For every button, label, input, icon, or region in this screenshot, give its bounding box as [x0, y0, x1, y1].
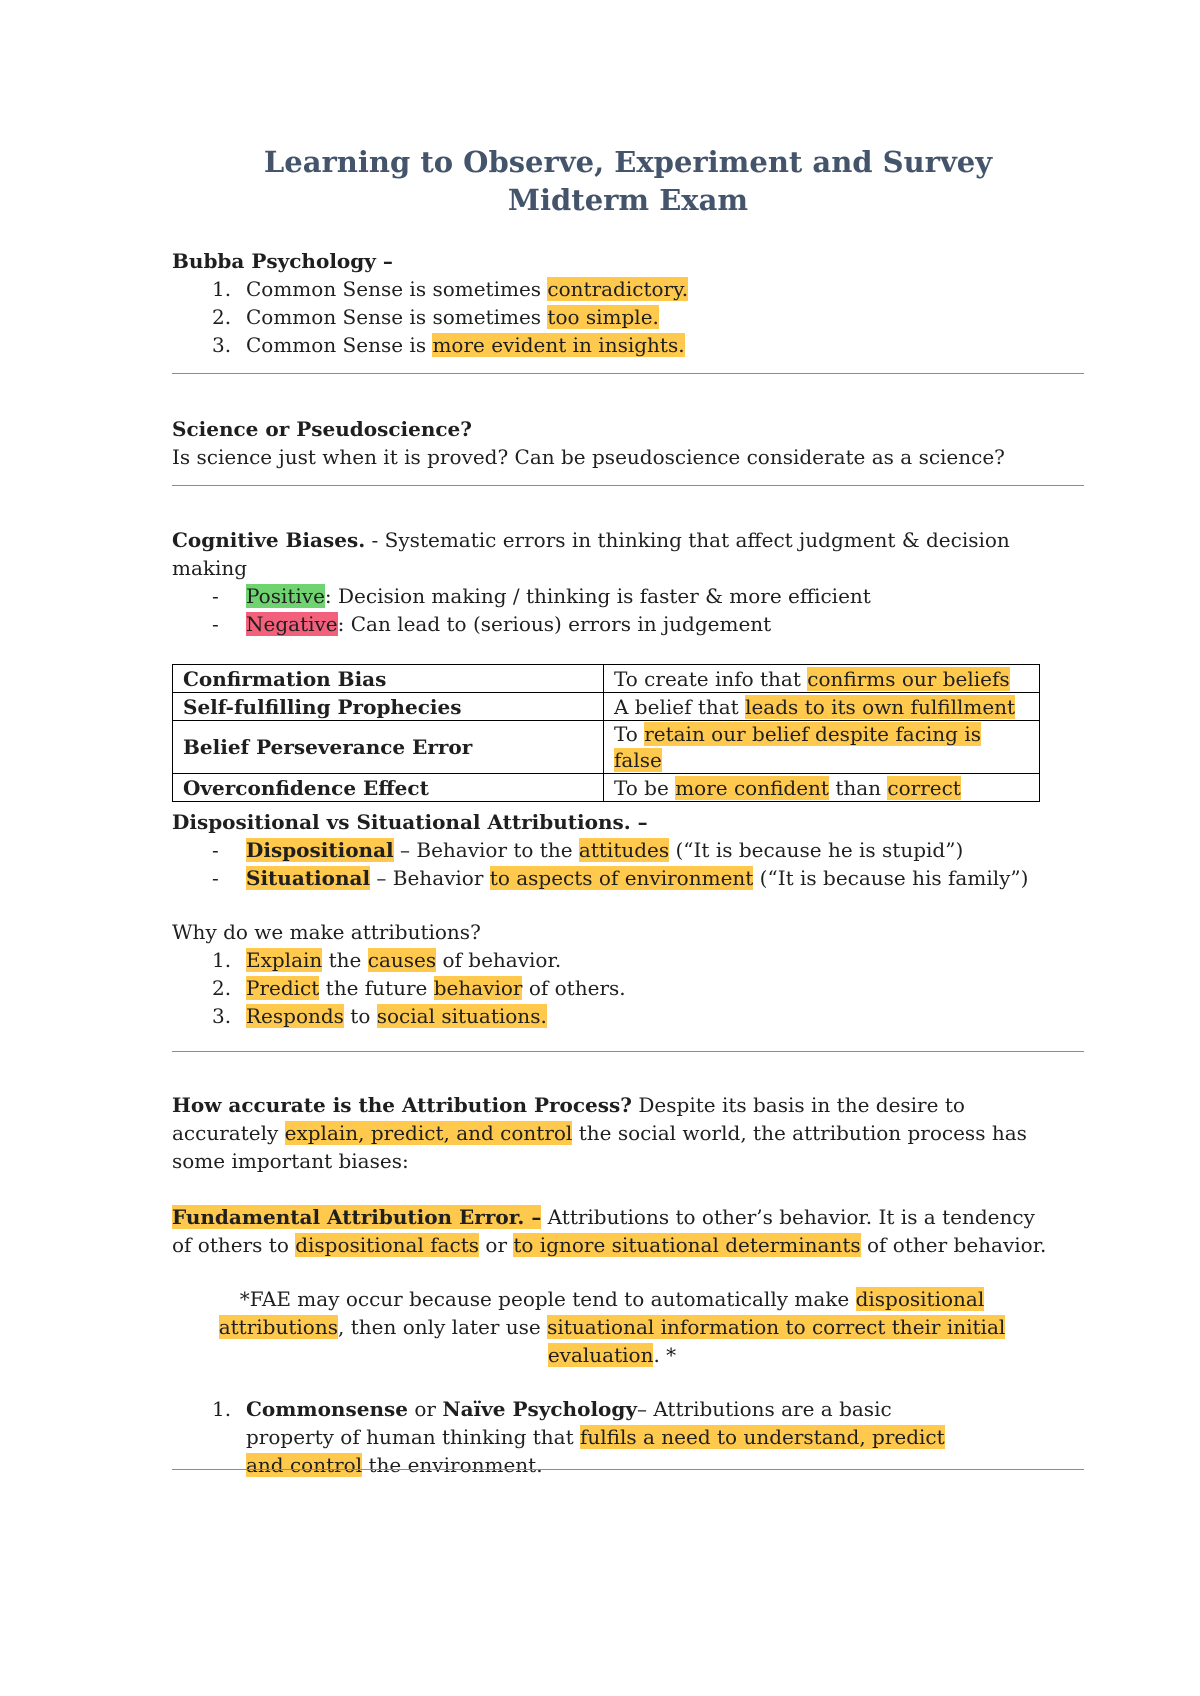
list-item: - Positive: Decision making / thinking is faster & more efficient: [212, 584, 871, 608]
section-divider: [172, 373, 1084, 374]
section-divider: [172, 1469, 1084, 1470]
table-row: Overconfidence Effect To be more confident than correct: [173, 774, 1040, 802]
section-divider: [172, 485, 1084, 486]
table-row: Self-fulfilling Prophecies A belief that leads to its own fulfillment: [173, 693, 1040, 721]
title-line-1: Learning to Observe, Experiment and Survey: [263, 145, 993, 179]
list-item: - Negative: Can lead to (serious) errors in judgement: [212, 612, 772, 636]
fae-note: *FAE may occur because people tend to automatically make dispositional attributions, then only later use situational information to correct their initial evaluation. *: [218, 1287, 1006, 1367]
section-heading: Bubba Psychology –: [172, 249, 393, 273]
list-item: 2. Predict the future behavior of others.: [212, 976, 626, 1000]
section-divider: [172, 1051, 1084, 1052]
table-row: Belief Perseverance Error To retain our belief despite facing is false: [173, 721, 1040, 774]
list-item: 3. Responds to social situations.: [212, 1004, 547, 1028]
paragraph: Why do we make attributions?: [172, 920, 481, 944]
section-biases: [172, 526, 1084, 638]
bias-table: [172, 664, 1040, 802]
list-item: - Dispositional – Behavior to the attitudes (“It is because he is stupid”): [212, 838, 964, 862]
list-item: 2. Common Sense is sometimes too simple.: [212, 305, 659, 329]
table-row: Confirmation Bias To create info that confirms our beliefs: [173, 665, 1040, 693]
section-science: [172, 415, 1084, 471]
paragraph: Fundamental Attribution Error. – Attributions to other’s behavior. It is a tendency of others to dispositional facts or to ignore situational determinants of other behavior.: [172, 1205, 1047, 1257]
section-bubba: [172, 247, 1084, 359]
list-item: - Situational – Behavior to aspects of environment (“It is because his family”): [212, 866, 1029, 890]
list-item: 1. Common Sense is sometimes contradictory.: [212, 277, 689, 301]
list-item: 3. Common Sense is more evident in insights.: [212, 333, 685, 357]
title-line-2: Midterm Exam: [507, 183, 749, 217]
paragraph: How accurate is the Attribution Process? Despite its basis in the desire to accurately explain, predict, and control the social world, the attribution process has some important biases:: [172, 1093, 1027, 1173]
section-heading: Science or Pseudoscience?: [172, 417, 472, 441]
section-attributions: [172, 808, 1084, 1030]
doc-title: [172, 143, 1084, 219]
section-fae: [172, 1203, 1052, 1479]
list-item: 1. Explain the causes of behavior.: [212, 948, 562, 972]
paragraph: Cognitive Biases. - Systematic errors in thinking that affect judgment & decision making: [172, 528, 1010, 580]
section-accuracy: [172, 1091, 1052, 1175]
section-heading: Dispositional vs Situational Attributions. –: [172, 810, 648, 834]
paragraph: Is science just when it is proved? Can be pseudoscience considerate as a science?: [172, 445, 1005, 469]
list-item: 1. Commonsense or Naïve Psychology– Attributions are a basic property of human thinking that fulfils a need to understand, predict and control the environment.: [212, 1397, 945, 1477]
